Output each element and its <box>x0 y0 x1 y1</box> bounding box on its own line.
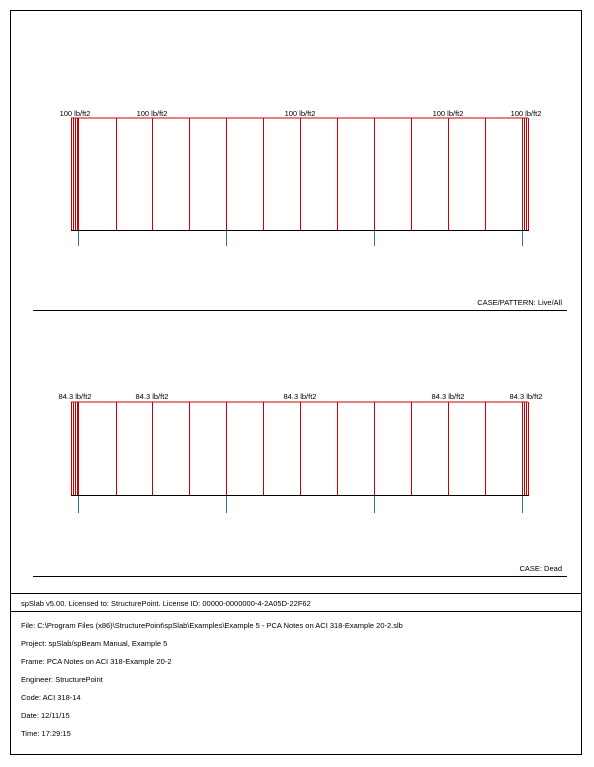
dead-load-label-4: 84.3 lb/ft2 <box>431 392 465 401</box>
info-project: Project: spSlab/spBeam Manual, Example 5 <box>21 639 168 648</box>
dead-load-label-3: 84.3 lb/ft2 <box>283 392 317 401</box>
dead-supports <box>79 496 523 513</box>
live-load-label-4: 100 lb/ft2 <box>432 109 464 118</box>
live-load-label-1: 100 lb/ft2 <box>59 109 91 118</box>
live-load-label-2: 100 lb/ft2 <box>136 109 168 118</box>
info-file: File: C:\Program Files (x86)\StructurePoint\spSlab\Examples\Example 5 - PCA Notes on ACI 318-Example 20-2.slb <box>21 621 403 630</box>
info-date: Date: 12/11/15 <box>21 711 70 720</box>
footer-top-rule <box>10 593 582 594</box>
dead-load-diagram <box>33 392 567 577</box>
live-case-label: CASE/PATTERN: Live/All <box>477 298 562 307</box>
info-time: Time: 17:29:15 <box>21 729 71 738</box>
dead-load-label-1: 84.3 lb/ft2 <box>58 392 92 401</box>
live-load-diagram <box>33 109 567 311</box>
footer-divider <box>10 611 582 612</box>
dead-load-label-5: 84.3 lb/ft2 <box>509 392 543 401</box>
live-load-lines <box>71 118 529 230</box>
info-engineer: Engineer: StructurePoint <box>21 675 103 684</box>
info-frame: Frame: PCA Notes on ACI 318-Example 20-2 <box>21 657 172 666</box>
live-supports <box>79 231 523 246</box>
dead-case-label: CASE: Dead <box>519 564 562 573</box>
license-text: spSlab v5.00. Licensed to: StructurePoint. License ID: 00000-0000000-4-2A05D-22F62 <box>21 599 311 608</box>
dead-load-lines <box>71 402 529 495</box>
live-load-label-3: 100 lb/ft2 <box>284 109 316 118</box>
dead-load-label-2: 84.3 lb/ft2 <box>135 392 169 401</box>
live-load-label-5: 100 lb/ft2 <box>510 109 542 118</box>
info-code: Code: ACI 318-14 <box>21 693 81 702</box>
